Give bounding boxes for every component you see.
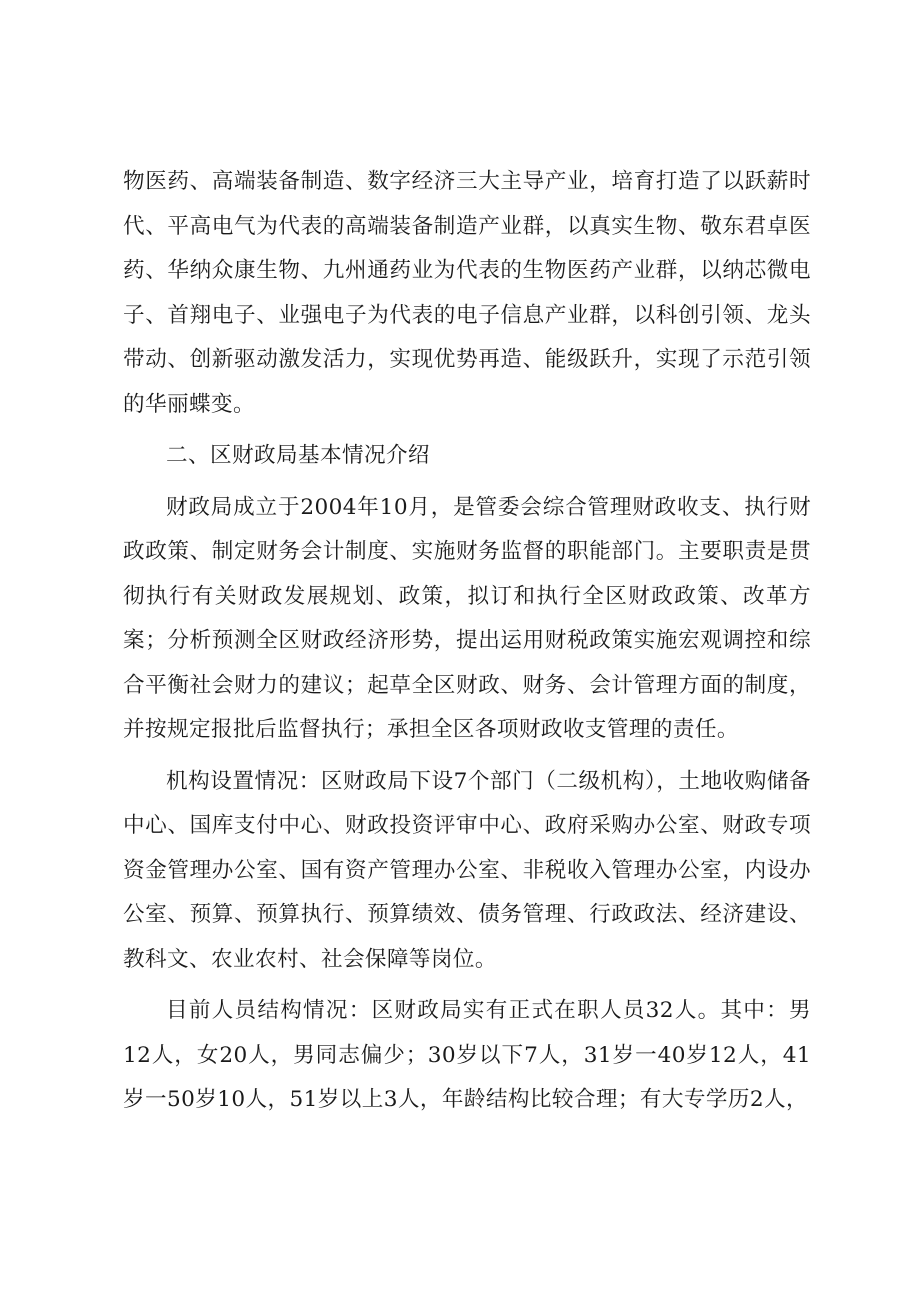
section-heading-finance-bureau: 二、区财政局基本情况介绍 xyxy=(166,443,430,468)
paragraph-industry-continuation: 物医药、高端装备制造、数字经济三大主导产业，培育打造了以跃薪时代、平高电气为代表的高端装备制造产业群，以真实生物、敬东君卓医药、华纳众康生物、九州通药业为代表的生物医药产业群，以纳芯微电子、首翔电子、业强电子为代表的电子信息产业群，以科创引领、龙头带动、创新驱动激发活力，实现优势再造、能级跃升，实现了示范引领的华丽蝶变。 xyxy=(123,169,811,417)
paragraph-bureau-overview: 财政局成立于2004年10月，是管委会综合管理财政收支、执行财政政策、制定财务会计制度、实施财务监督的职能部门。主要职责是贯彻执行有关财政发展规划、政策，拟订和执行全区财政政策、改革方案；分析预测全区财政经济形势，提出运用财税政策实施宏观调控和综合平衡社会财力的建议；起草全区财政、财务、会计管理方面的制度，并按规定报批后监督执行；承担全区各项财政收支管理的责任。 xyxy=(123,494,811,742)
paragraph-staff-structure: 目前人员结构情况：区财政局实有正式在职人员32人。其中：男12人，女20人，男同志偏少；30岁以下7人，31岁一40岁12人，41岁一50岁10人，51岁以上3人，年龄结构比较合理；有大专学历2人， xyxy=(123,998,811,1112)
paragraph-organization-structure: 机构设置情况：区财政局下设7个部门（二级机构），土地收购储备中心、国库支付中心、财政投资评审中心、政府采购办公室、财政专项资金管理办公室、国有资产管理办公室、非税收入管理办公室，内设办公室、预算、预算执行、预算绩效、债务管理、行政政法、经济建设、教科文、农业农村、社会保障等岗位。 xyxy=(123,768,811,972)
document-body xyxy=(123,160,811,1130)
